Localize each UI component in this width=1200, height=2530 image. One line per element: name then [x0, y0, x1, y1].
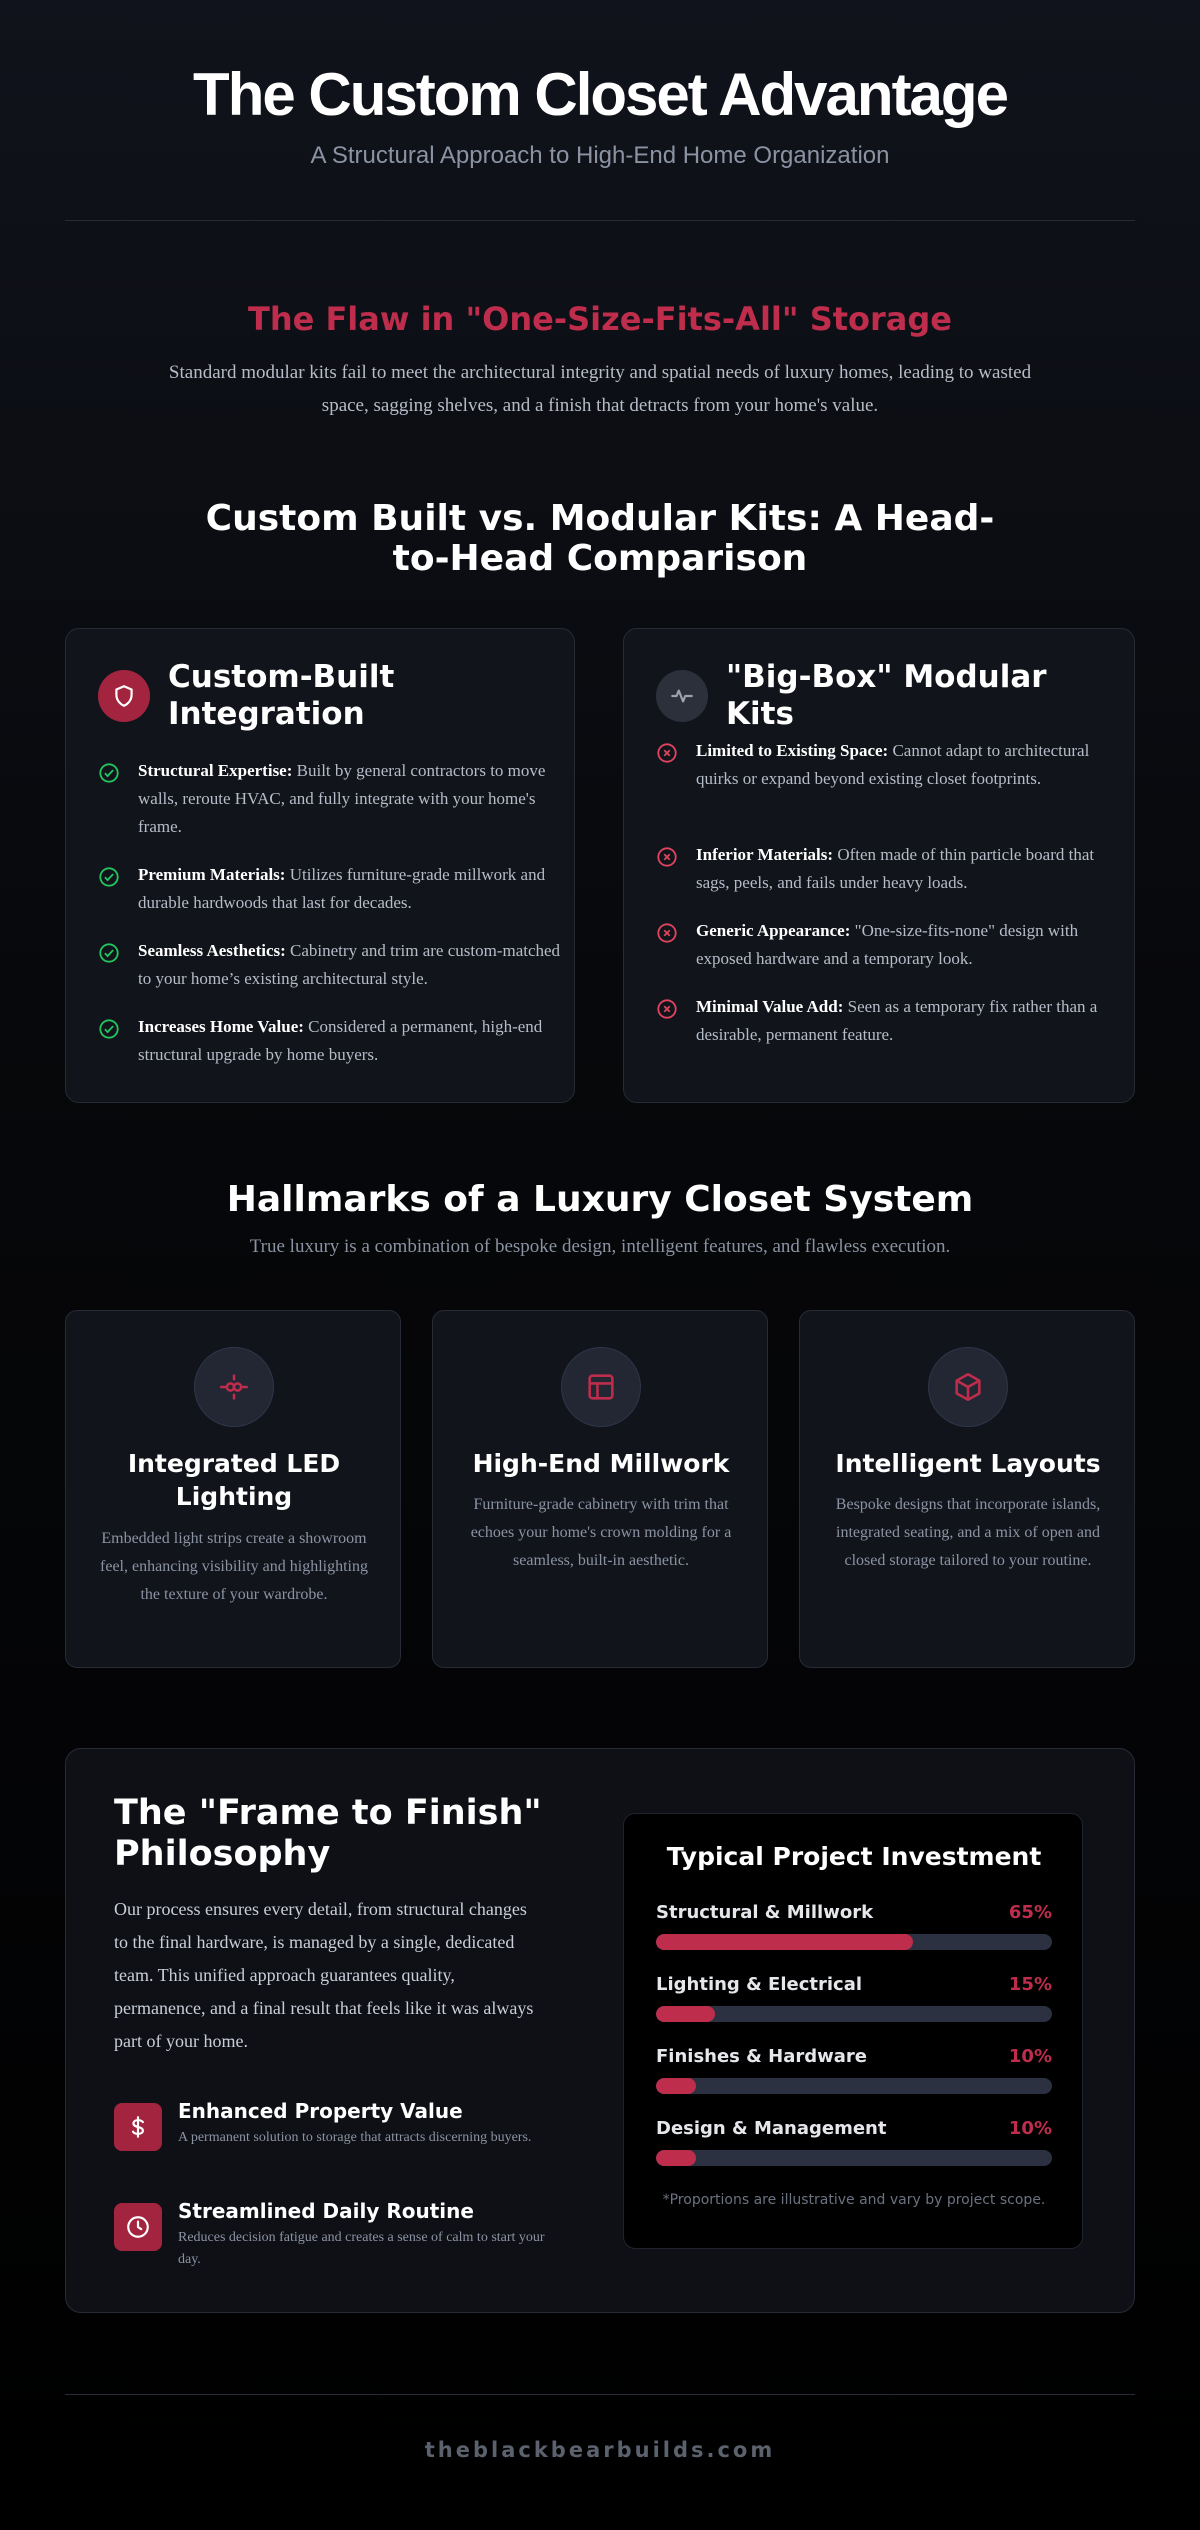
shield-icon	[98, 670, 150, 722]
progress-track	[656, 1934, 1052, 1950]
philosophy-body: Our process ensures every detail, from structural changes to the final hardware, is managed by a single, dedicated team. This unified approach guarantees quality, permanence, and a final result that feels like it was always part of your home.	[114, 1899, 534, 2051]
layout-panel-icon	[561, 1347, 641, 1427]
x-circle-icon	[656, 922, 678, 944]
hallmarks-subtitle: True luxury is a combination of bespoke design, intelligent features, and flawless execution.	[249, 1236, 951, 1257]
custom-card-title: Custom-Built Integration	[168, 659, 395, 732]
list-item-text: Generic Appearance: "One-size-fits-none" design with exposed hardware and a temporary look.	[696, 921, 1079, 968]
investment-value: 10%	[1008, 2118, 1052, 2139]
philosophy-panel	[65, 1748, 1135, 2313]
x-circle-icon	[656, 742, 678, 764]
page-subtitle: A Structural Approach to High-End Home Organization	[310, 142, 890, 169]
feature-title: Integrated LED Lighting	[127, 1449, 341, 1511]
investment-value: 15%	[1008, 1974, 1052, 1995]
list-item	[656, 917, 1121, 973]
feature-body: Furniture-grade cabinetry with trim that echoes your home's crown molding for a seamless, built-in aesthetic.	[470, 1496, 732, 1569]
progress-fill	[656, 2150, 696, 2166]
feature-card-millwork	[432, 1310, 768, 1668]
investment-label: Design & Management	[656, 2118, 887, 2139]
flaw-title: The Flaw in "One-Size-Fits-All" Storage	[247, 300, 952, 338]
list-item	[98, 1013, 563, 1069]
list-item	[656, 841, 1121, 897]
investment-panel	[623, 1813, 1083, 2249]
investment-label: Lighting & Electrical	[656, 1974, 863, 1995]
list-item-text: Structural Expertise: Built by general contractors to move walls, reroute HVAC, and fully integrate with your home's frame.	[138, 761, 546, 836]
progress-track	[656, 2006, 1052, 2022]
dollar-icon	[114, 2103, 162, 2151]
list-item-text: Premium Materials: Utilizes furniture-grade millwork and durable hardwoods that last for decades.	[138, 865, 546, 912]
modular-card-title: "Big-Box" Modular Kits	[726, 659, 1047, 732]
x-circle-icon	[656, 998, 678, 1020]
investment-label: Finishes & Hardware	[656, 2046, 867, 2067]
check-icon	[98, 762, 120, 784]
page-title: The Custom Closet Advantage	[193, 61, 1007, 128]
list-item-text: Increases Home Value: Considered a permanent, high-end structural upgrade by home buyers.	[138, 1017, 543, 1064]
feature-title: High-End Millwork	[472, 1449, 730, 1478]
investment-note: *Proportions are illustrative and vary by project scope.	[662, 2192, 1046, 2208]
divider	[65, 220, 1135, 221]
check-icon	[98, 1018, 120, 1040]
modular-card-header	[656, 659, 1106, 733]
progress-fill	[656, 1934, 913, 1950]
activity-icon	[656, 670, 708, 722]
feature-card-layouts	[799, 1310, 1135, 1668]
investment-value: 65%	[1008, 1902, 1052, 1923]
list-item	[98, 757, 563, 841]
custom-card-header	[98, 659, 408, 733]
feature-card-led-lighting	[65, 1310, 401, 1668]
feature-body: Bespoke designs that incorporate islands, integrated seating, and a mix of open and closed storage tailored to your routine.	[835, 1496, 1101, 1569]
progress-track	[656, 2078, 1052, 2094]
list-item-text: Limited to Existing Space: Cannot adapt to architectural quirks or expand beyond existing closet footprints.	[696, 741, 1090, 788]
benefit-desc: A permanent solution to storage that attracts discerning buyers.	[178, 2130, 532, 2145]
progress-track	[656, 2150, 1052, 2166]
hallmarks-title: Hallmarks of a Luxury Closet System	[226, 1179, 974, 1220]
clock-icon	[114, 2203, 162, 2251]
led-light-icon	[194, 1347, 274, 1427]
footer-site-link[interactable]: theblackbearbuilds.com	[424, 2438, 776, 2462]
investment-title: Typical Project Investment	[666, 1842, 1042, 1871]
feature-title: Intelligent Layouts	[835, 1449, 1101, 1478]
philosophy-title: The "Frame to Finish" Philosophy	[114, 1793, 542, 1874]
list-item	[98, 861, 563, 917]
footer-divider	[65, 2394, 1135, 2395]
benefit-title: Streamlined Daily Routine	[178, 2199, 474, 2223]
list-item	[98, 937, 563, 993]
modular-kits-card	[623, 628, 1135, 1103]
progress-fill	[656, 2006, 715, 2022]
list-item	[656, 993, 1121, 1049]
check-icon	[98, 942, 120, 964]
list-item-text: Inferior Materials: Often made of thin particle board that sags, peels, and fails under heavy loads.	[696, 845, 1095, 892]
flaw-body: Standard modular kits fail to meet the architectural integrity and spatial needs of luxury homes, leading to wasted space, sagging shelves, and a finish that detracts from your home's value.	[168, 362, 1032, 416]
list-item	[656, 737, 1121, 793]
list-item-text: Minimal Value Add: Seen as a temporary fix rather than a desirable, permanent feature.	[696, 997, 1098, 1044]
benefit-desc: Reduces decision fatigue and creates a sense of calm to start your day.	[178, 2230, 545, 2267]
investment-value: 10%	[1008, 2046, 1052, 2067]
custom-built-card	[65, 628, 575, 1103]
check-icon	[98, 866, 120, 888]
progress-fill	[656, 2078, 696, 2094]
x-circle-icon	[656, 846, 678, 868]
benefit-title: Enhanced Property Value	[178, 2099, 463, 2123]
investment-label: Structural & Millwork	[656, 1902, 874, 1923]
box-icon	[928, 1347, 1008, 1427]
list-item-text: Seamless Aesthetics: Cabinetry and trim are custom-matched to your home’s existing architectural style.	[138, 941, 561, 988]
comparison-title: Custom Built vs. Modular Kits: A Head-to-Head Comparison	[205, 498, 995, 579]
feature-body: Embedded light strips create a showroom feel, enhancing visibility and highlighting the texture of your wardrobe.	[100, 1530, 368, 1603]
